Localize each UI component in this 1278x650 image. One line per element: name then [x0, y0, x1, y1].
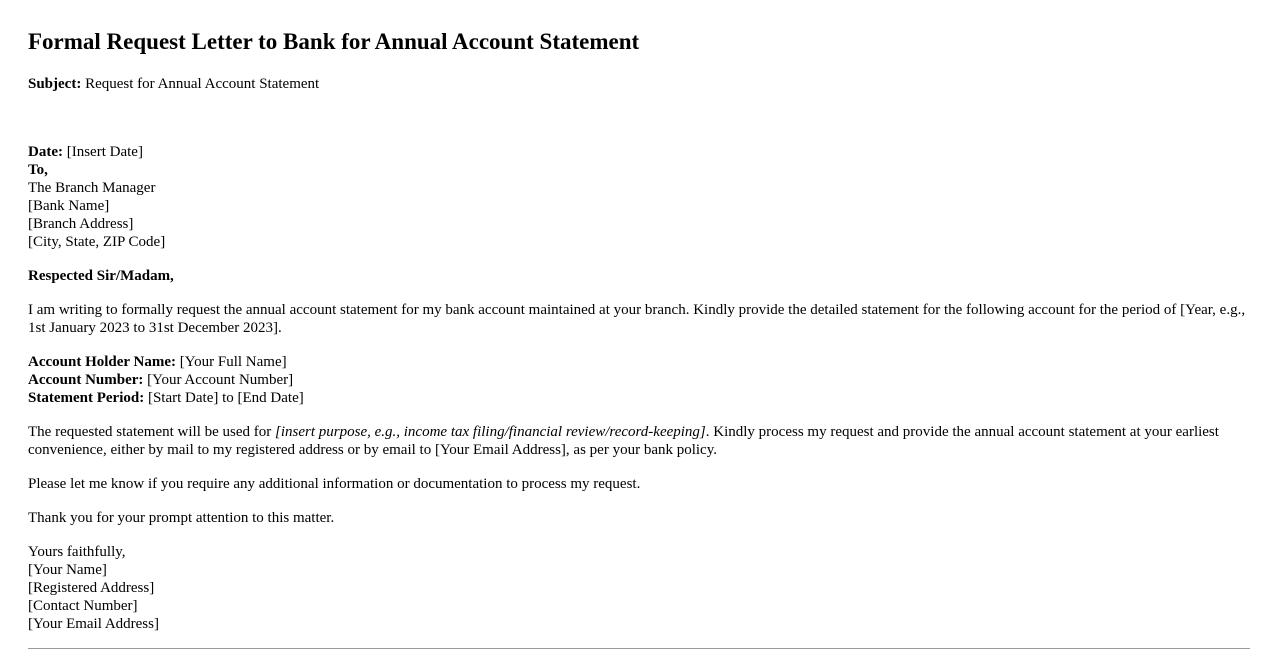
signature-line: [Your Name]	[28, 562, 107, 578]
detail-value: [Start Date] to [End Date]	[147, 390, 304, 406]
subject-label: Subject:	[28, 76, 82, 92]
account-details	[28, 353, 1250, 407]
page-title: Formal Request Letter to Bank for Annual Account Statement	[28, 29, 640, 54]
recipient-line: [City, State, ZIP Code]	[28, 234, 166, 250]
signature-line: [Contact Number]	[28, 598, 138, 614]
date-label: Date:	[28, 144, 63, 160]
detail-value: [Your Account Number]	[147, 372, 294, 388]
account-holder-line	[28, 353, 1250, 371]
subject-value: Request for Annual Account Statement	[85, 76, 320, 92]
detail-value: [Your Full Name]	[179, 354, 287, 370]
divider	[28, 648, 1250, 649]
detail-label: Account Number:	[28, 372, 144, 388]
statement-period-line	[28, 389, 1250, 407]
recipient-line: [Bank Name]	[28, 198, 110, 214]
recipient-line: The Branch Manager	[28, 180, 156, 196]
info-paragraph: Please let me know if you require any additional information or documentation to process my request.	[28, 476, 641, 492]
address-block	[28, 143, 1250, 251]
detail-label: Statement Period:	[28, 390, 145, 406]
sign-off: Yours faithfully,	[28, 544, 126, 560]
recipient-line: [Branch Address]	[28, 216, 134, 232]
salutation: Respected Sir/Madam,	[28, 268, 174, 284]
detail-label: Account Holder Name:	[28, 354, 177, 370]
purpose-text: [insert purpose, e.g., income tax filing/financial review/record-keeping]	[275, 424, 706, 440]
subject-line	[28, 75, 1250, 93]
closing-block	[28, 543, 1250, 633]
to-label: To,	[28, 162, 48, 178]
account-number-line	[28, 371, 1250, 389]
date-value: [Insert Date]	[66, 144, 143, 160]
signature-line: [Registered Address]	[28, 580, 155, 596]
purpose-paragraph: The requested statement will be used for [insert purpose, e.g., income tax filing/financial review/record-keeping]. Kindly process my request and provide the annual account statement at your earliest convenience, either by mail to my registered address or by email to [Your Email Address], as per your bank policy.	[28, 424, 1219, 458]
signature-line: [Your Email Address]	[28, 616, 159, 632]
intro-paragraph: I am writing to formally request the annual account statement for my bank account maintained at your branch. Kindly provide the detailed statement for the following account for the period of [Year, e.g., 1st January 2023 to 31st December 2023].	[28, 302, 1246, 336]
thanks-paragraph: Thank you for your prompt attention to this matter.	[28, 510, 335, 526]
date-line	[28, 143, 1250, 161]
